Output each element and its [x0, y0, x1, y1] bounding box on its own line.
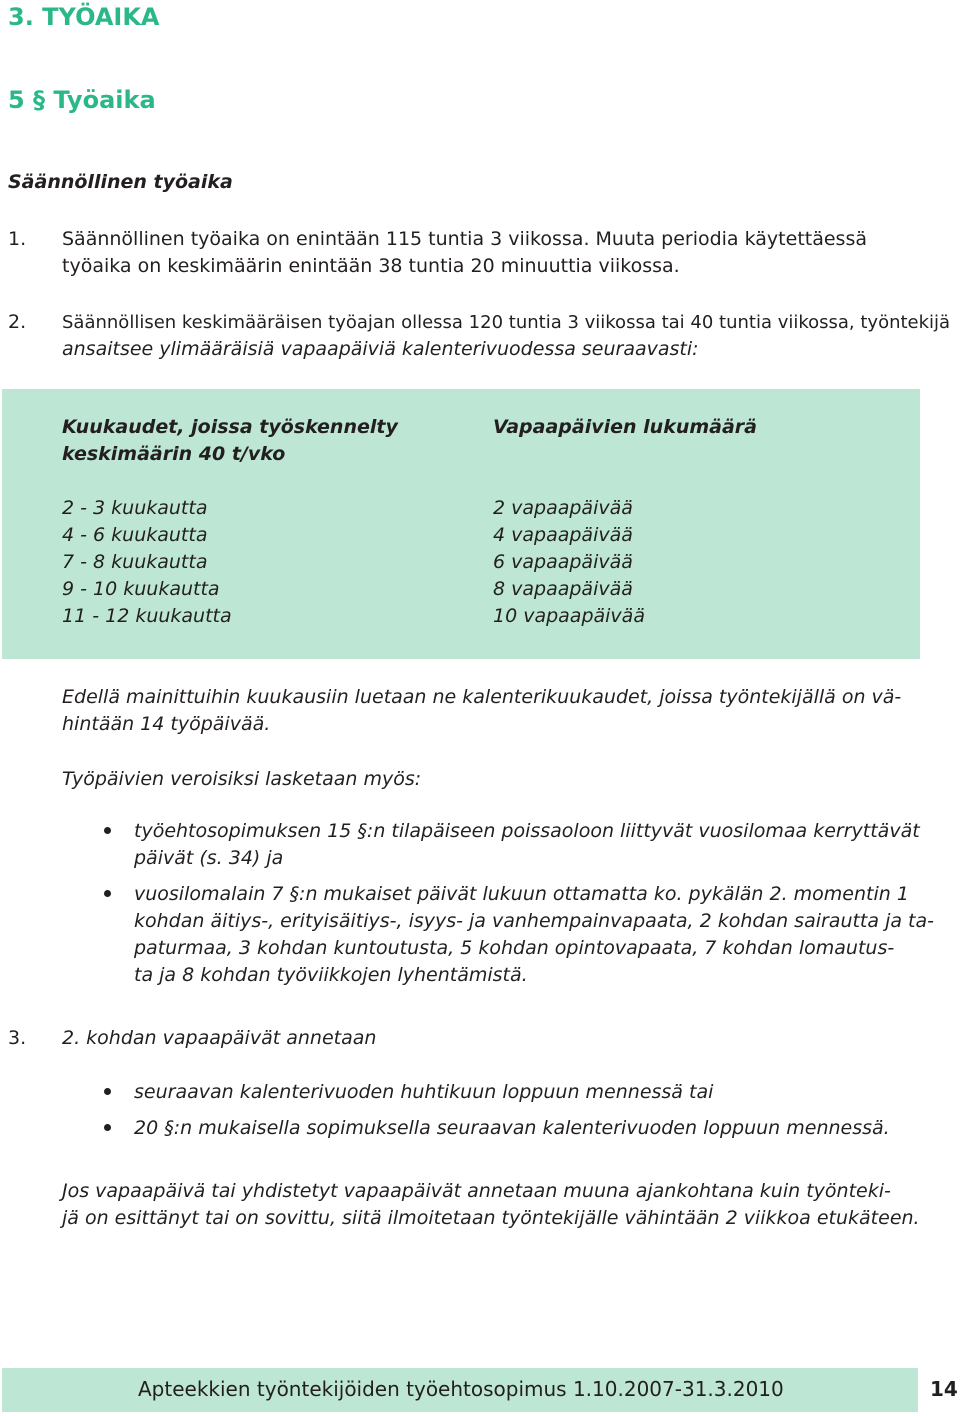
item-3-bullet-1: seuraavan kalenterivuoden huhtikuun loppuun mennessä tai — [134, 1081, 714, 1103]
item-3-number: 3. — [8, 1027, 27, 1049]
item-1-line-2: työaika on keskimäärin enintään 38 tuntia 20 minuuttia viikossa. — [62, 255, 680, 277]
closing-line-1: Jos vapaapäivä tai yhdistetyt vapaapäivät annetaan muuna ajankohtana kuin työnteki- — [62, 1180, 891, 1202]
table-row-days: 6 vapaapäivää — [493, 551, 633, 573]
note-line-2: hintään 14 työpäivää. — [62, 713, 271, 735]
bullet-icon — [104, 890, 111, 897]
workdays-bullet-2-line-2: kohdan äitiys-, erityisäitiys-, isyys- ja vanhempainvapaata, 2 kohdan sairautta ja ta- — [134, 910, 934, 932]
table-row-months: 7 - 8 kuukautta — [62, 551, 208, 573]
bullet-icon — [104, 827, 111, 834]
table-header-days: Vapaapäivien lukumäärä — [493, 416, 757, 438]
subsection-title: Säännöllinen työaika — [8, 171, 233, 193]
table-row-months: 4 - 6 kuukautta — [62, 524, 208, 546]
table-row-months: 2 - 3 kuukautta — [62, 497, 208, 519]
footer-title: Apteekkien työntekijöiden työehtosopimus 1.10.2007-31.3.2010 — [138, 1377, 784, 1401]
item-3-text: 2. kohdan vapaapäivät annetaan — [62, 1027, 377, 1049]
item-2-line-1: Säännöllisen keskimääräisen työajan ollessa 120 tuntia 3 viikossa tai 40 tuntia viikossa, työntekijä — [62, 312, 951, 333]
table-header-months-line-1: Kuukaudet, joissa työskennelty — [62, 416, 398, 438]
table-row-months: 9 - 10 kuukautta — [62, 578, 220, 600]
chapter-title: 3. TYÖAIKA — [8, 3, 160, 31]
workdays-bullet-2-line-1: vuosilomalain 7 §:n mukaiset päivät lukuun ottamatta ko. pykälän 2. momentin 1 — [134, 883, 909, 905]
item-2-number: 2. — [8, 311, 27, 333]
closing-line-2: jä on esittänyt tai on sovittu, siitä ilmoitetaan työntekijälle vähintään 2 viikkoa etukäteen. — [62, 1207, 920, 1229]
table-row-days: 2 vapaapäivää — [493, 497, 633, 519]
workdays-bullet-2-line-3: paturmaa, 3 kohdan kuntoutusta, 5 kohdan opintovapaata, 7 kohdan lomautus- — [134, 937, 895, 959]
note-line-1: Edellä mainittuihin kuukausiin luetaan ne kalenterikuukaudet, joissa työntekijällä on vä- — [62, 686, 902, 708]
item-2-line-2: ansaitsee ylimääräisiä vapaapäiviä kalenterivuodessa seuraavasti: — [62, 338, 699, 360]
table-header-months-line-2: keskimäärin 40 t/vko — [62, 443, 286, 465]
table-row-days: 4 vapaapäivää — [493, 524, 633, 546]
workdays-bullet-1-line-2: päivät (s. 34) ja — [134, 847, 284, 869]
workdays-bullet-1-line-1: työehtosopimuksen 15 §:n tilapäiseen poissaoloon liittyvät vuosilomaa kerryttävät — [134, 820, 920, 842]
bullet-icon — [104, 1124, 111, 1131]
item-3-bullet-2: 20 §:n mukaisella sopimuksella seuraavan kalenterivuoden loppuun mennessä. — [134, 1117, 890, 1139]
workdays-intro: Työpäivien veroisiksi lasketaan myös: — [62, 768, 422, 790]
section-title: 5 § Työaika — [8, 86, 156, 114]
bullet-icon — [104, 1088, 111, 1095]
workdays-bullet-2-line-4: ta ja 8 kohdan työviikkojen lyhentämistä. — [134, 964, 528, 986]
item-1-line-1: Säännöllinen työaika on enintään 115 tuntia 3 viikossa. Muuta periodia käytettäessä — [62, 228, 867, 250]
table-row-days: 8 vapaapäivää — [493, 578, 633, 600]
page-number: 14 — [930, 1377, 958, 1401]
item-1-number: 1. — [8, 228, 27, 250]
table-row-months: 11 - 12 kuukautta — [62, 605, 232, 627]
table-row-days: 10 vapaapäivää — [493, 605, 645, 627]
